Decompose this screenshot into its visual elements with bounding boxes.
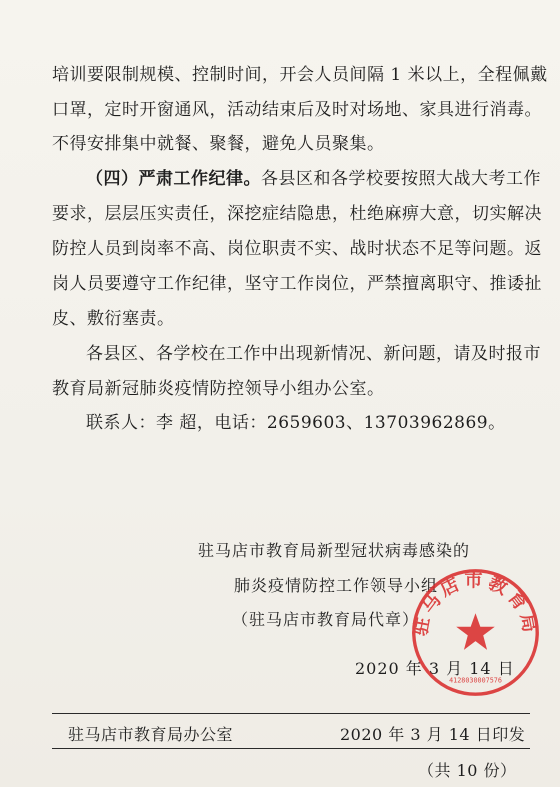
official-seal-icon — [408, 565, 543, 700]
body-line-6: 防控人员到岗率不高、岗位职责不实、战时状态不足等问题。返 — [52, 239, 542, 259]
section-4-heading: （四）严肃工作纪律。 — [86, 169, 261, 189]
svg-text:4128030007576: 4128030007576 — [449, 676, 502, 685]
body-line-9: 各县区、各学校在工作中出现新情况、新问题，请及时报市 — [86, 344, 541, 364]
footer-issuer: 驻马店市教育局办公室 — [68, 725, 234, 744]
body-line-5: 要求，层层压实责任，深挖症结隐患，杜绝麻痹大意，切实解决 — [52, 204, 542, 224]
contact-line: 联系人：李 超，电话：2659603、13703962869。 — [86, 413, 506, 433]
body-line-3: 不得安排集中就餐、聚餐，避免人员聚集。 — [52, 134, 385, 154]
footer-copies: （共 10 份） — [418, 761, 517, 780]
signature-line-2: 肺炎疫情防控工作领导小组 — [234, 576, 439, 595]
footer-issued-date: 2020 年 3 月 14 日印发 — [340, 725, 526, 744]
body-line-1: 培训要限制规模、控制时间，开会人员间隔 1 米以上，全程佩戴 — [52, 65, 548, 85]
section-4-line — [86, 164, 541, 189]
section-4-text: 各县区和各学校要按照大战大考工作 — [261, 169, 541, 189]
svg-text:驻马店市教育局: 驻马店市教育局 — [410, 570, 541, 638]
body-line-2: 口罩，定时开窗通风，活动结束后及时对场地、家具进行消毒。 — [52, 100, 542, 120]
body-line-7: 岗人员要遵守工作纪律，坚守工作岗位，严禁擅离职守、推诿扯 — [52, 274, 542, 294]
footer-bottom-rule — [52, 748, 530, 749]
signature-line-3: （驻马店市教育局代章） — [232, 610, 420, 629]
footer-top-rule — [52, 713, 530, 714]
body-line-8: 皮、敷衍塞责。 — [52, 309, 175, 329]
signature-line-1: 驻马店市教育局新型冠状病毒感染的 — [198, 541, 471, 560]
signature-date: 2020 年 3 月 14 日 — [355, 659, 515, 678]
body-line-10: 教育局新冠肺炎疫情防控领导小组办公室。 — [52, 379, 385, 399]
